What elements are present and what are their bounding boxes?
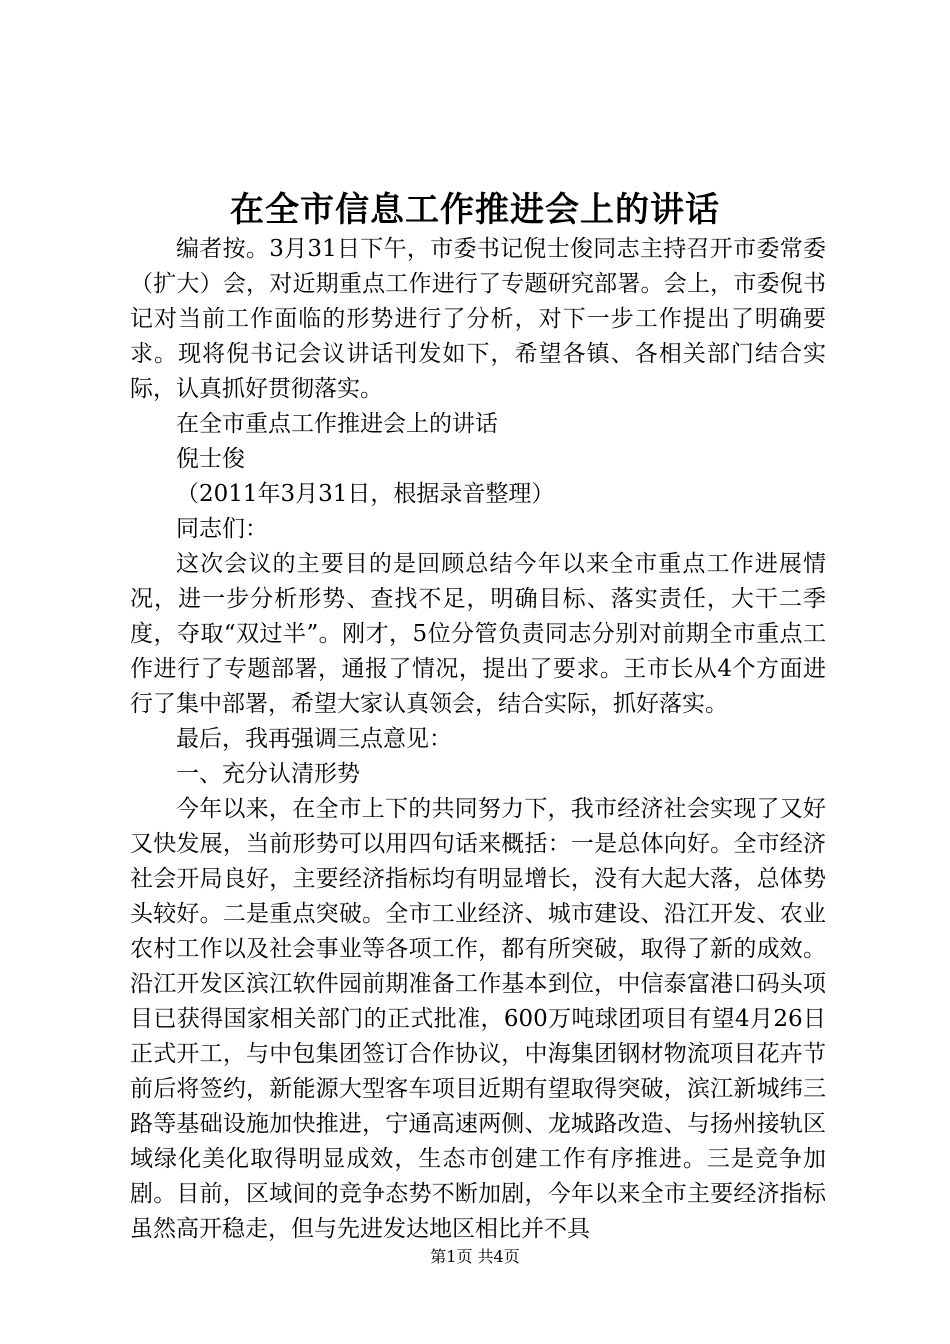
speech-title-line: 在全市重点工作推进会上的讲话 xyxy=(176,411,498,437)
speaker-name-line: 倪士俊 xyxy=(176,446,245,472)
intro-paragraph: 这次会议的主要目的是回顾总结今年以来全市重点工作进展情况，进一步分析形势、查找不足，明确目标、落实责任，大干二季度，夺取“双过半”。刚才，5位分管负责同志分别对前期全市重点工作进行了专题部署，通报了情况，提出了要求。王市长从4个方面进行了集中部署，希望大家认真领会，结合实际，抓好落实。 xyxy=(130,551,826,717)
document-body xyxy=(130,232,826,1247)
date-note-line: （2011年3月31日，根据录音整理） xyxy=(176,481,555,507)
section-1-paragraph: 今年以来，在全市上下的共同努力下，我市经济社会实现了又好又快发展，当前形势可以用四句话来概括：一是总体向好。全市经济社会开局良好，主要经济指标均有明显增长，没有大起大落，总体势头较好。二是重点突破。全市工业经济、城市建设、沿江开发、农业农村工作以及社会事业等各项工作，都有所突破，取得了新的成效。沿江开发区滨江软件园前期准备工作基本到位，中信泰富港口码头项目已获得国家相关部门的正式批准，600万吨球团项目有望4月26日正式开工，与中包集团签订合作协议，中海集团钢材物流项目花卉节前后将签约，新能源大型客车项目近期有望取得突破，滨江新城纬三路等基础设施加快推进，宁通高速两侧、龙城路改造、与扬州接轨区域绿化美化取得明显成效，生态市创建工作有序推进。三是竞争加剧。目前，区域间的竞争态势不断加剧，今年以来全市主要经济指标虽然高开稳走，但与先进发达地区相比并不具 xyxy=(130,796,826,1242)
editor-note-paragraph: 编者按。3月31日下午，市委书记倪士俊同志主持召开市委常委（扩大）会，对近期重点工作进行了专题研究部署。会上，市委倪书记对当前工作面临的形势进行了分析，对下一步工作提出了明确要求。现将倪书记会议讲话刊发如下，希望各镇、各相关部门结合实际，认真抓好贯彻落实。 xyxy=(130,236,826,402)
section-heading-1: 一、充分认清形势 xyxy=(176,761,360,787)
transition-line: 最后，我再强调三点意见： xyxy=(176,726,452,752)
document-title: 在全市信息工作推进会上的讲话 xyxy=(230,190,720,230)
page-number-footer: 第1页 共4页 xyxy=(430,1247,520,1266)
salutation-line: 同志们： xyxy=(176,516,268,542)
